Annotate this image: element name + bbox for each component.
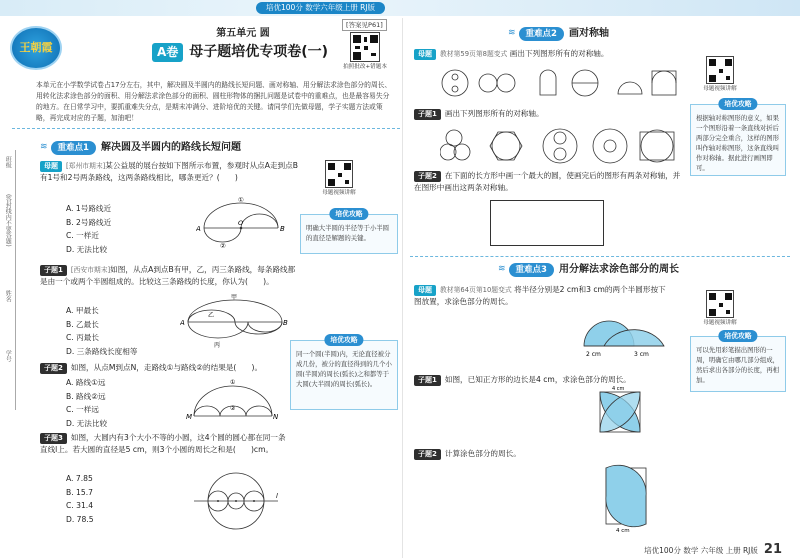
unit-heading: 第五单元 圆 (216, 28, 270, 39)
question-text: 如图，从点A到点B有甲，乙，丙三条路线，每条路线都是由一个或两个半圆组成的。比较这三条路线的长度，你认为( )。 (40, 265, 296, 286)
sec1-q3-figure (190, 470, 282, 532)
section-2-pill: 重难点2 (519, 27, 564, 41)
fig-label-a: A (196, 225, 201, 233)
footer-text: 培优100分 数学 六年级 上册 RJ版 (644, 546, 758, 555)
fig-route-1: ① (238, 196, 244, 204)
fig-route-2: ② (220, 242, 226, 250)
section-3-header (498, 262, 679, 277)
fig-side-length: 4 cm (616, 528, 630, 534)
sec1-mother-question (40, 160, 302, 184)
section-3-pill: 重难点3 (509, 263, 554, 277)
question-text: 将半径分别是2 cm和3 cm的两个半圆形按下图放置，求涂色部分的周长。 (414, 285, 666, 306)
sec3-sub-question-2 (414, 448, 674, 460)
spine-notice: (答封线内不要答题) (4, 194, 12, 247)
sec1-q2-options (66, 376, 107, 430)
spine-id-label: 学号 (4, 350, 12, 362)
option-b[interactable]: B. 乙最长 (66, 319, 99, 329)
fig-route-1: ① (230, 379, 236, 386)
section-mark-icon: ≋ (498, 263, 506, 274)
option-b[interactable]: B. 15.7 (66, 487, 93, 497)
fig-label-b: B (283, 319, 288, 327)
page-footer (644, 540, 782, 560)
option-a[interactable]: A. 7.85 (66, 474, 93, 483)
sec2-mother-figures (440, 68, 680, 98)
question-source: 教材第64页第10题变式 (440, 286, 512, 294)
section-mark-icon: ≋ (40, 141, 48, 152)
sec1-mother-figure (196, 196, 286, 252)
sec3-mother-question (414, 284, 672, 308)
sub-question-tag: 子题2 (40, 363, 67, 374)
qr-caption-video: 母题视频讲解 (703, 86, 737, 92)
qr-code-icon[interactable] (350, 32, 380, 62)
sec3-q1-figure (594, 386, 646, 438)
question-text: 如图，大圆内有3个大小不等的小圆，这4个圆的圆心都在同一条直线l上。若大圆的直径是5 cm，则3个小圆的周长之和是( )cm。 (40, 433, 286, 454)
sec1-sub-question-1 (40, 264, 302, 288)
fig-route-yi: 乙 (208, 312, 215, 319)
sec3-mother-figure (578, 310, 670, 360)
qr-code-icon[interactable] (706, 56, 734, 84)
brand-logo (10, 26, 62, 70)
fig-label-b: B (280, 225, 285, 233)
sec1-q1-options (66, 304, 137, 358)
question-source: [郑州市期末] (66, 162, 106, 170)
section-1-header (40, 140, 241, 155)
binding-spine (0, 150, 16, 410)
sec3-sub-question-1 (414, 374, 674, 386)
option-d[interactable]: D. 三条路线长度相等 (66, 346, 138, 356)
qr-code-icon[interactable] (706, 290, 734, 318)
tip-body: 根据轴对称图形的意义，如果一个图形沿着一条直线对折后两部分完全重合，这样的图形叫作轴对称图形，这条直线叫作对称轴。据此进行画图即可。 (696, 114, 780, 172)
option-a[interactable]: A. 路线①远 (66, 378, 106, 387)
intro-paragraph: 本单元在小学数学试卷占17分左右，其中，解决圆及半圆内的路线长短问题、画对称轴、用分解法求涂色部分的周长、用转化法求涂色部分的面积、用分解法求涂色部分的面积、圆柱形物体的捆扎问题是试卷中的重难点，也是最容易失分的地方。在日常学习中，要抓重难失分点，是期末冲满分、进阶培优的关键。请同学们先做母题，学子实题方法或策略，再完成对应的子题，加油吧！ (36, 81, 392, 122)
tip-body: 可以先用彩笔描出图形的一周，明确它由哪几部分组成，然后求出各部分的长度，再相加。 (696, 346, 780, 384)
section-3-title: 用分解法求涂色部分的周长 (558, 263, 679, 275)
fig-label-n: N (273, 413, 279, 421)
option-c[interactable]: C. 一样远 (66, 405, 99, 414)
section-2-title: 画对称轴 (568, 27, 609, 39)
tip-header: 培优攻略 (324, 334, 363, 346)
fig-label-m: M (186, 413, 193, 421)
tip-body: 明确大半圆的半径等于小半圆的直径是解题的关键。 (306, 224, 390, 242)
spine-class-label: 班级 (4, 156, 12, 168)
answer-reference: [答案见P61] (342, 19, 387, 31)
section-1-pill: 重难点1 (51, 141, 96, 155)
sec1-q2-figure (186, 378, 280, 426)
fig-side-length: 4 cm (612, 386, 625, 392)
question-source: [西安市期末] (70, 266, 111, 274)
fig-length-1: 2 cm (586, 351, 601, 358)
section-1-title: 解决圆及半圆内的路线长短问题 (100, 141, 241, 153)
sec2-q1-figures (440, 126, 680, 166)
page-title (110, 42, 370, 64)
question-source: 教材第59页第8题变式 (440, 50, 508, 58)
option-b[interactable]: B. 路线②远 (66, 391, 106, 401)
mother-tag: 母题 (414, 285, 436, 296)
fig-route-jia: 甲 (231, 294, 238, 301)
fig-route-2: ② (230, 405, 236, 412)
sec1-sub-question-3 (40, 432, 290, 456)
test-title: 母子题培优专项卷(一) (189, 44, 329, 60)
question-text: 画出下列图形所有的对称轴。 (509, 49, 609, 58)
intro-divider (12, 128, 400, 129)
sec3-q2-figure (600, 464, 652, 536)
option-c[interactable]: C. 丙最长 (66, 333, 99, 342)
sec2-sub-question-1 (414, 108, 674, 120)
section-2-header (508, 26, 609, 41)
sec3-tip (690, 332, 786, 392)
qr-caption-video: 母题视频讲解 (703, 320, 737, 326)
fig-route-bing: 丙 (214, 342, 221, 349)
test-badge: A卷 (152, 43, 183, 62)
section-mark-icon: ≋ (508, 27, 516, 38)
sub-question-tag: 子题2 (414, 449, 441, 460)
sec1-tip-1 (300, 210, 398, 254)
sec1-q3-options (66, 472, 94, 526)
tip-header: 培优攻略 (718, 98, 757, 110)
tip-header: 培优攻略 (329, 208, 368, 220)
question-text: 如图，从点M到点N，走路线①与路线②的结果是( )。 (70, 363, 263, 372)
question-text: 在下面的长方形中画一个最大的圆，使画完后的图形有两条对称轴，并在图形中画出这两条对称轴。 (414, 171, 681, 192)
brand-logo-text: 王朝霞 (19, 41, 53, 55)
spine-name-label: 姓名 (4, 290, 12, 302)
sec1-q1-figure (180, 294, 290, 350)
option-c[interactable]: C. 一样近 (66, 231, 99, 240)
question-text: 某公益展的展台按如下图所示布置，参观时从点A走到点B有1号和2号两条路线，这两条路线相比，哪条更近？( ) (40, 161, 298, 182)
sub-question-tag: 子题3 (40, 433, 67, 444)
qr-caption-top: 拍照批改+错题本 (343, 64, 387, 70)
fig-label-a: A (180, 319, 185, 327)
option-b[interactable]: B. 2号路线近 (66, 217, 112, 227)
qr-code-icon[interactable] (325, 160, 353, 188)
sub-question-tag: 子题2 (414, 171, 441, 182)
fig-label-o: O (238, 219, 244, 227)
option-c[interactable]: C. 31.4 (66, 501, 94, 510)
sub-question-tag: 子题1 (414, 109, 441, 120)
option-a[interactable]: A. 1号路线近 (66, 204, 112, 213)
mother-tag: 母题 (414, 49, 436, 60)
series-title: 培优100分 数学六年级上册 RJ版 (256, 2, 385, 14)
fig-line-label: l (276, 492, 278, 500)
page-gutter (402, 18, 403, 558)
sub-question-tag: 子题1 (40, 265, 67, 276)
fig-length-2: 3 cm (634, 351, 649, 358)
qr-caption-video: 母题视频讲解 (322, 190, 356, 196)
option-d[interactable]: D. 无法比较 (66, 418, 108, 428)
sec1-tip-2 (290, 336, 398, 410)
question-text: 画出下列图形所有的对称轴。 (444, 109, 544, 118)
sub-question-tag: 子题1 (414, 375, 441, 386)
tip-body: 同一个圆(半圆)内，无论直径被分成几份，被分的直径得到的几个小圆(半圆)的周长(弧长)之和都等于大圆(大半圆)的周长(弧长)。 (296, 350, 392, 388)
option-a[interactable]: A. 甲最长 (66, 306, 99, 315)
sec2-mother-question (414, 48, 684, 60)
sec1-sub-question-2 (40, 362, 290, 374)
section-divider (410, 256, 790, 257)
option-d[interactable]: D. 无法比较 (66, 244, 108, 254)
tip-header: 培优攻略 (718, 330, 757, 342)
question-text: 如图，已知正方形的边长是4 cm，求涂色部分的周长。 (444, 375, 631, 384)
page-number: 21 (763, 542, 782, 557)
sec1-mother-options (66, 202, 111, 256)
sec2-tip (690, 100, 786, 176)
sec2-sub-question-2 (414, 170, 684, 194)
sec2-q2-rectangle[interactable] (490, 200, 604, 246)
mother-tag: 母题 (40, 161, 62, 172)
option-d[interactable]: D. 78.5 (66, 514, 94, 524)
question-text: 计算涂色部分的周长。 (444, 449, 521, 458)
top-banner (0, 0, 800, 16)
